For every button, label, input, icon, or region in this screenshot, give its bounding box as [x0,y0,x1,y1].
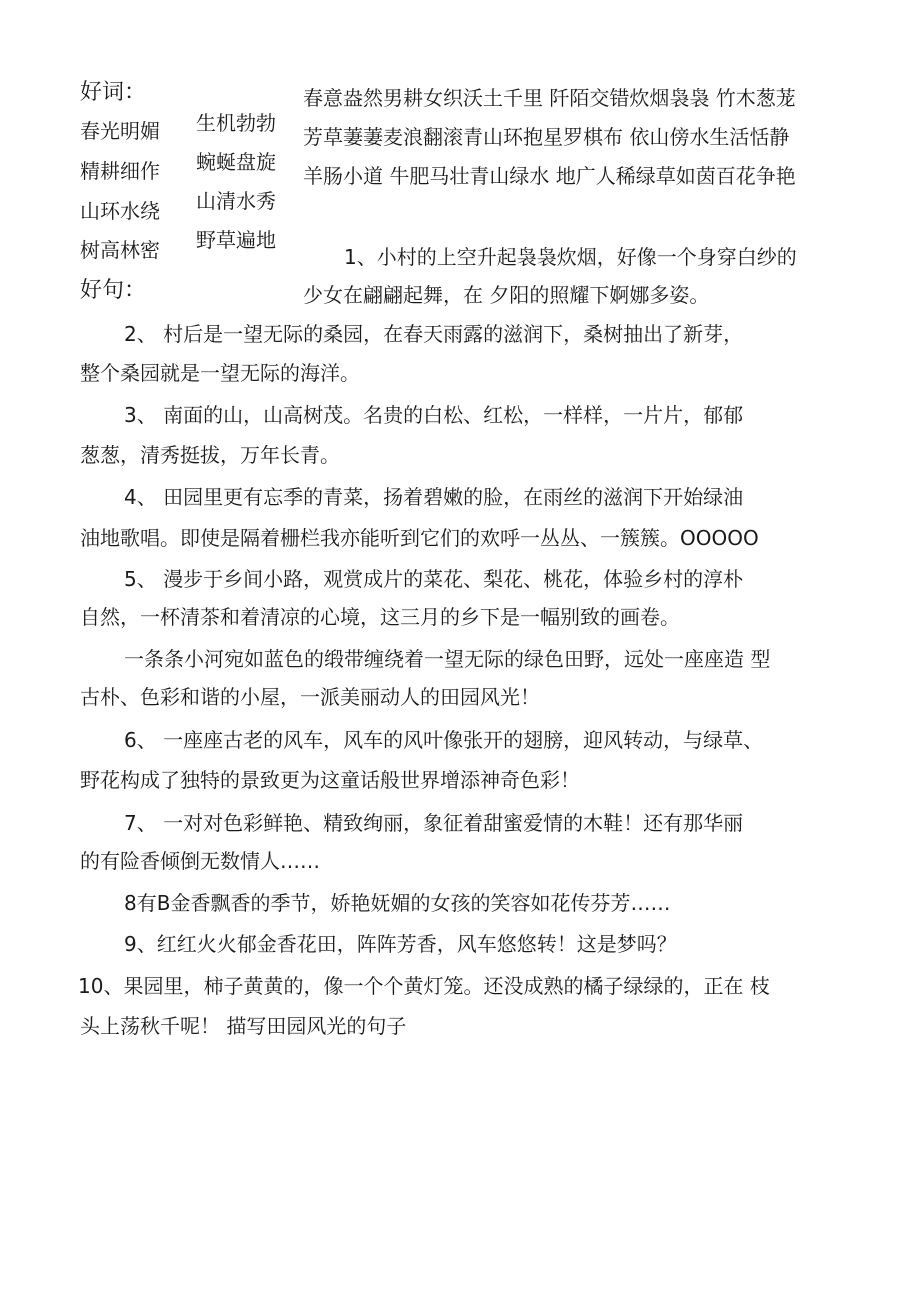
sentence-7-line-2: 的有险香倾倒无数情人…… [80,849,320,873]
sentence-5-line-1: 5、 漫步于乡间小路，观赏成片的菜花、梨花、桃花，体验乡村的淳朴 [124,567,744,591]
good-sentences-heading: 好句： [80,278,147,303]
good-word: 春光明媚 [80,119,160,143]
sentence-1-line-1: 1、小村的上空升起袅袅炊烟，好像一个身穿白纱的 [344,245,797,269]
sentence-10-line-2: 头上荡秋千呢！ 描写田园风光的句子 [80,1014,407,1038]
sentence-2-line-2: 整个桑园就是一望无际的海洋。 [80,361,360,385]
sentence-4-line-2: 油地歌唱。即使是隔着栅栏我亦能听到它们的欢呼一丛丛、一簇簇。OOOOO [80,526,759,550]
good-words-heading: 好词： [80,80,147,105]
sentence-5-line-2: 自然，一杯清茶和着清凉的心境，这三月的乡下是一幅别致的画卷。 [80,605,680,629]
sentence-8-line-1: 8有B金香飘香的季节，娇艳妩媚的女孩的笑容如花传芬芳…… [124,891,671,915]
good-word: 山环水绕 [80,199,160,223]
good-word: 蜿蜒盘旋 [196,150,276,174]
sentence-6-line-2: 野花构成了独特的景致更为这童话般世界增添神奇色彩！ [80,768,580,792]
phrase-line: 春意盎然男耕女织沃土千里 阡陌交错炊烟袅袅 竹木葱茏 [303,86,796,110]
phrase-line: 芳草萋萋麦浪翻滚青山环抱星罗棋布 依山傍水生活恬静 [303,125,790,149]
sentence-2-line-1: 2、 村后是一望无际的桑园，在春天雨露的滋润下，桑树抽出了新芽， [124,322,744,346]
sentence-6-line-1: 6、 一座座古老的风车，风车的风叶像张开的翅膀，迎风转动，与绿草、 [124,728,764,752]
good-word: 山清水秀 [196,189,276,213]
sentence-10-line-1: 10、果园里，柿子黄黄的，像一个个黄灯笼。还没成熟的橘子绿绿的，正在 枝 [78,974,770,998]
good-word: 精耕细作 [80,159,160,183]
sentence-5b-line-1: 一条条小河宛如蓝色的缎带缠绕着一望无际的绿色田野，远处一座座造 型 [124,647,771,671]
good-word: 野草遍地 [196,228,276,252]
sentence-3-line-1: 3、 南面的山，山高树茂。名贵的白松、红松，一样样，一片片，郁郁 [124,403,744,427]
good-word: 生机勃勃 [196,111,276,135]
sentence-1-line-2: 少女在翩翩起舞，在 夕阳的照耀下婀娜多姿。 [303,283,710,307]
sentence-3-line-2: 葱葱，清秀挺拔，万年长青。 [80,443,340,467]
good-word: 树高林密 [80,238,160,262]
sentence-5b-line-2: 古朴、色彩和谐的小屋，一派美丽动人的田园风光！ [80,685,540,709]
sentence-4-line-1: 4、 田园里更有忘季的青菜，扬着碧嫩的脸，在雨丝的滋润下开始绿油 [124,485,744,509]
sentence-9-line-1: 9、红红火火郁金香花田，阵阵芳香，风车悠悠转！这是梦吗？ [124,932,677,956]
sentence-7-line-1: 7、 一对对色彩鲜艳、精致绚丽，象征着甜蜜爱情的木鞋！还有那华丽 [124,811,744,835]
phrase-line: 羊肠小道 牛肥马壮青山绿水 地广人稀绿草如茵百花争艳 [303,164,796,188]
